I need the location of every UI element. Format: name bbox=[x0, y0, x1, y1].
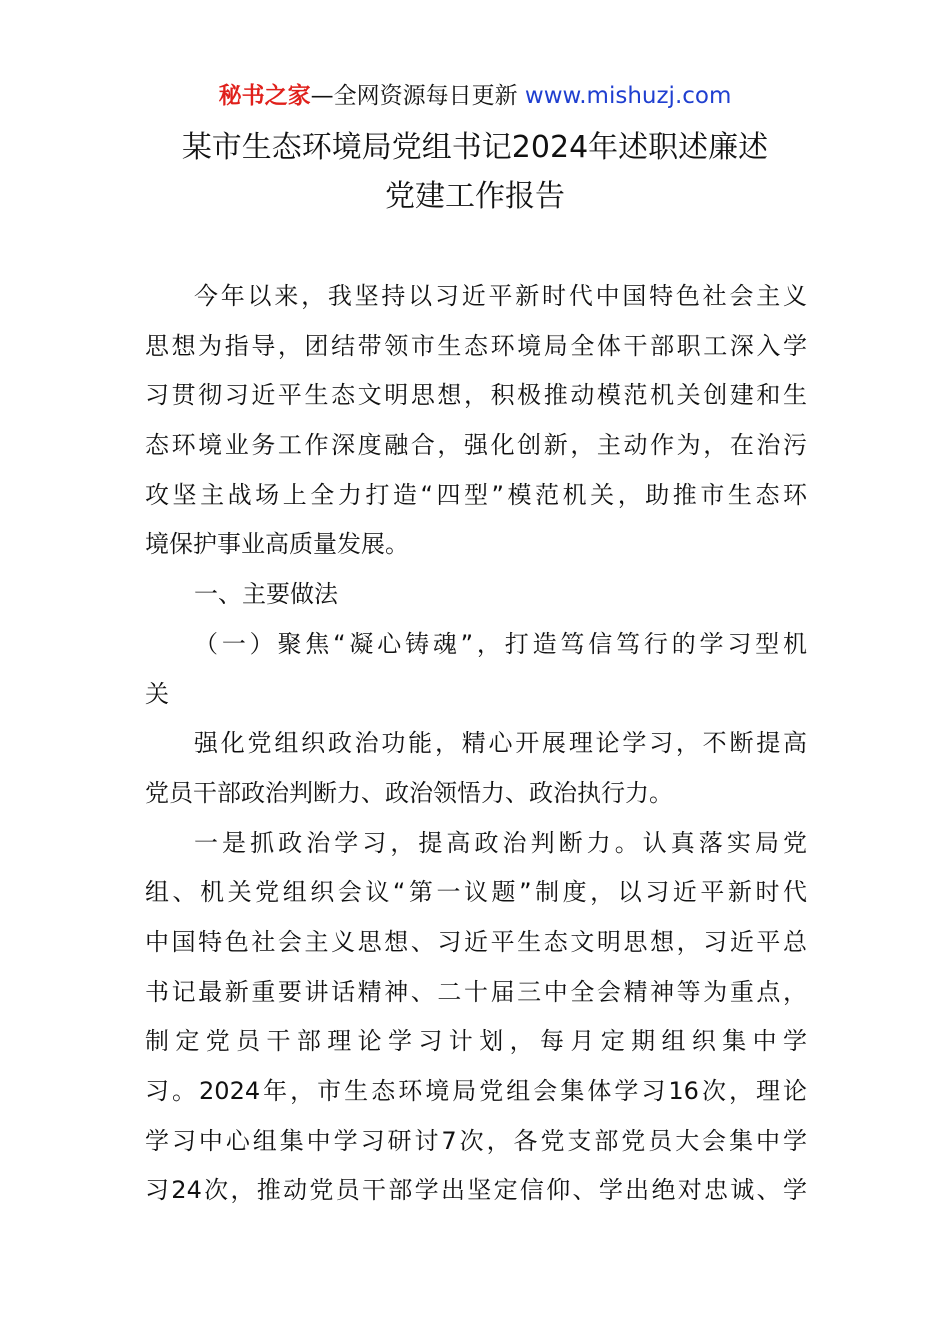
document-title-line-1: 某市生态环境局党组书记2024年述职述廉述 bbox=[181, 130, 769, 165]
body-line: 学习中心组集中学习研讨7次，各党支部党员大会集中学 bbox=[145, 1126, 807, 1155]
body-line: 攻坚主战场上全力打造“四型”模范机关，助推市生态环 bbox=[145, 480, 807, 509]
body-line: 今年以来，我坚持以习近平新时代中国特色社会主义 bbox=[194, 282, 807, 310]
site-slogan: —全网资源每日更新 bbox=[310, 83, 518, 109]
document-body bbox=[145, 272, 807, 1216]
body-line: 习24次，推动党员干部学出坚定信仰、学出绝对忠诚、学 bbox=[145, 1176, 807, 1205]
body-line: 书记最新重要讲话精神、二十届三中全会精神等为重点， bbox=[145, 977, 807, 1006]
body-line: 态环境业务工作深度融合，强化创新，主动作为，在治污 bbox=[145, 431, 807, 460]
section-heading: 一、主要做法 bbox=[194, 580, 338, 609]
site-name: 秘书之家 bbox=[218, 83, 311, 109]
body-line: 境保护事业高质量发展。 bbox=[145, 530, 409, 559]
body-line: 强化党组织政治功能，精心开展理论学习，不断提高 bbox=[194, 729, 807, 758]
site-header bbox=[0, 80, 950, 112]
body-line: 习。2024年，市生态环境局党组会集体学习16次，理论 bbox=[145, 1077, 807, 1105]
body-line: 制定党员干部理论学习计划，每月定期组织集中学 bbox=[145, 1027, 807, 1056]
body-line: 一是抓政治学习，提高政治判断力。认真落实局党 bbox=[194, 828, 807, 857]
document-title-line-2: 党建工作报告 bbox=[385, 179, 565, 214]
body-line: 中国特色社会主义思想、习近平生态文明思想，习近平总 bbox=[145, 927, 807, 956]
subsection-heading-cont: 关 bbox=[145, 679, 169, 708]
body-line: 组、机关党组织会议“第一议题”制度，以习近平新时代 bbox=[145, 878, 807, 907]
body-line: 习贯彻习近平生态文明思想，积极推动模范机关创建和生 bbox=[145, 381, 807, 410]
site-url-link[interactable]: www.mishuzj.com bbox=[524, 83, 732, 109]
body-line: 思想为指导，团结带领市生态环境局全体干部职工深入学 bbox=[145, 331, 807, 360]
body-line: 党员干部政治判断力、政治领悟力、政治执行力。 bbox=[145, 778, 673, 807]
subsection-heading: （一）聚焦“凝心铸魂”，打造笃信笃行的学习型机 bbox=[194, 629, 807, 658]
